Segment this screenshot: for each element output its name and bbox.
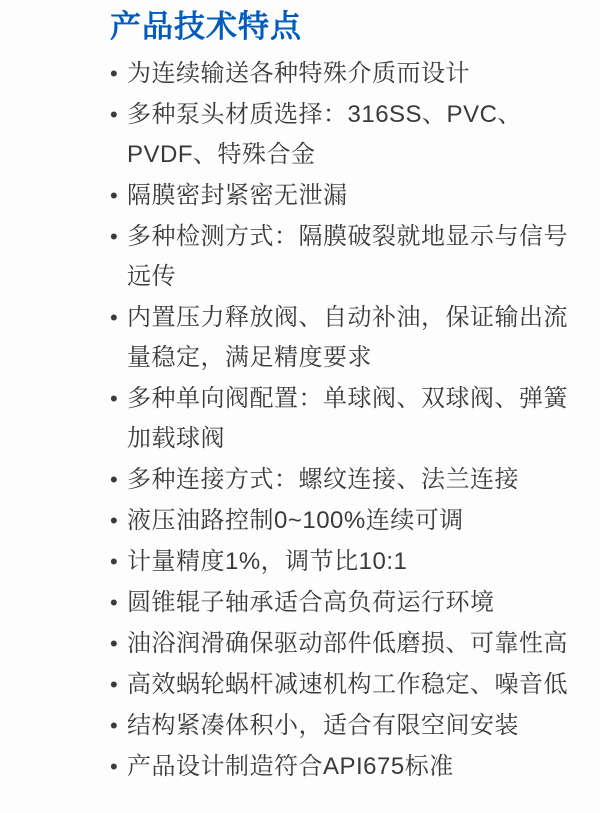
feature-item: • 圆锥辊子轴承适合高负荷运行环境 <box>110 583 582 623</box>
feature-item: • 液压油路控制0~100%连续可调 <box>110 501 582 541</box>
page-title: 产品技术特点 <box>110 9 302 44</box>
feature-item: • 产品设计制造符合API675标准 <box>110 747 582 787</box>
feature-item: • 隔膜密封紧密无泄漏 <box>110 176 582 216</box>
feature-item: • 高效蜗轮蜗杆减速机构工作稳定、噪音低 <box>110 665 582 705</box>
features-list <box>110 54 582 787</box>
feature-item: • 多种连接方式：螺纹连接、法兰连接 <box>110 460 582 500</box>
feature-item: • 多种单向阀配置：单球阀、双球阀、弹簧加载球阀 <box>110 379 582 459</box>
feature-item: • 多种泵头材质选择：316SS、PVC、PVDF、特殊合金 <box>110 95 582 175</box>
feature-item: • 为连续输送各种特殊介质而设计 <box>110 54 582 94</box>
feature-item: • 内置压力释放阀、自动补油，保证输出流量稳定，满足精度要求 <box>110 298 582 378</box>
feature-item: • 多种检测方式：隔膜破裂就地显示与信号远传 <box>110 217 582 297</box>
feature-item: • 结构紧凑体积小，适合有限空间安装 <box>110 706 582 746</box>
feature-item: • 油浴润滑确保驱动部件低磨损、可靠性高 <box>110 624 582 664</box>
feature-item: • 计量精度1%，调节比10:1 <box>110 542 582 582</box>
